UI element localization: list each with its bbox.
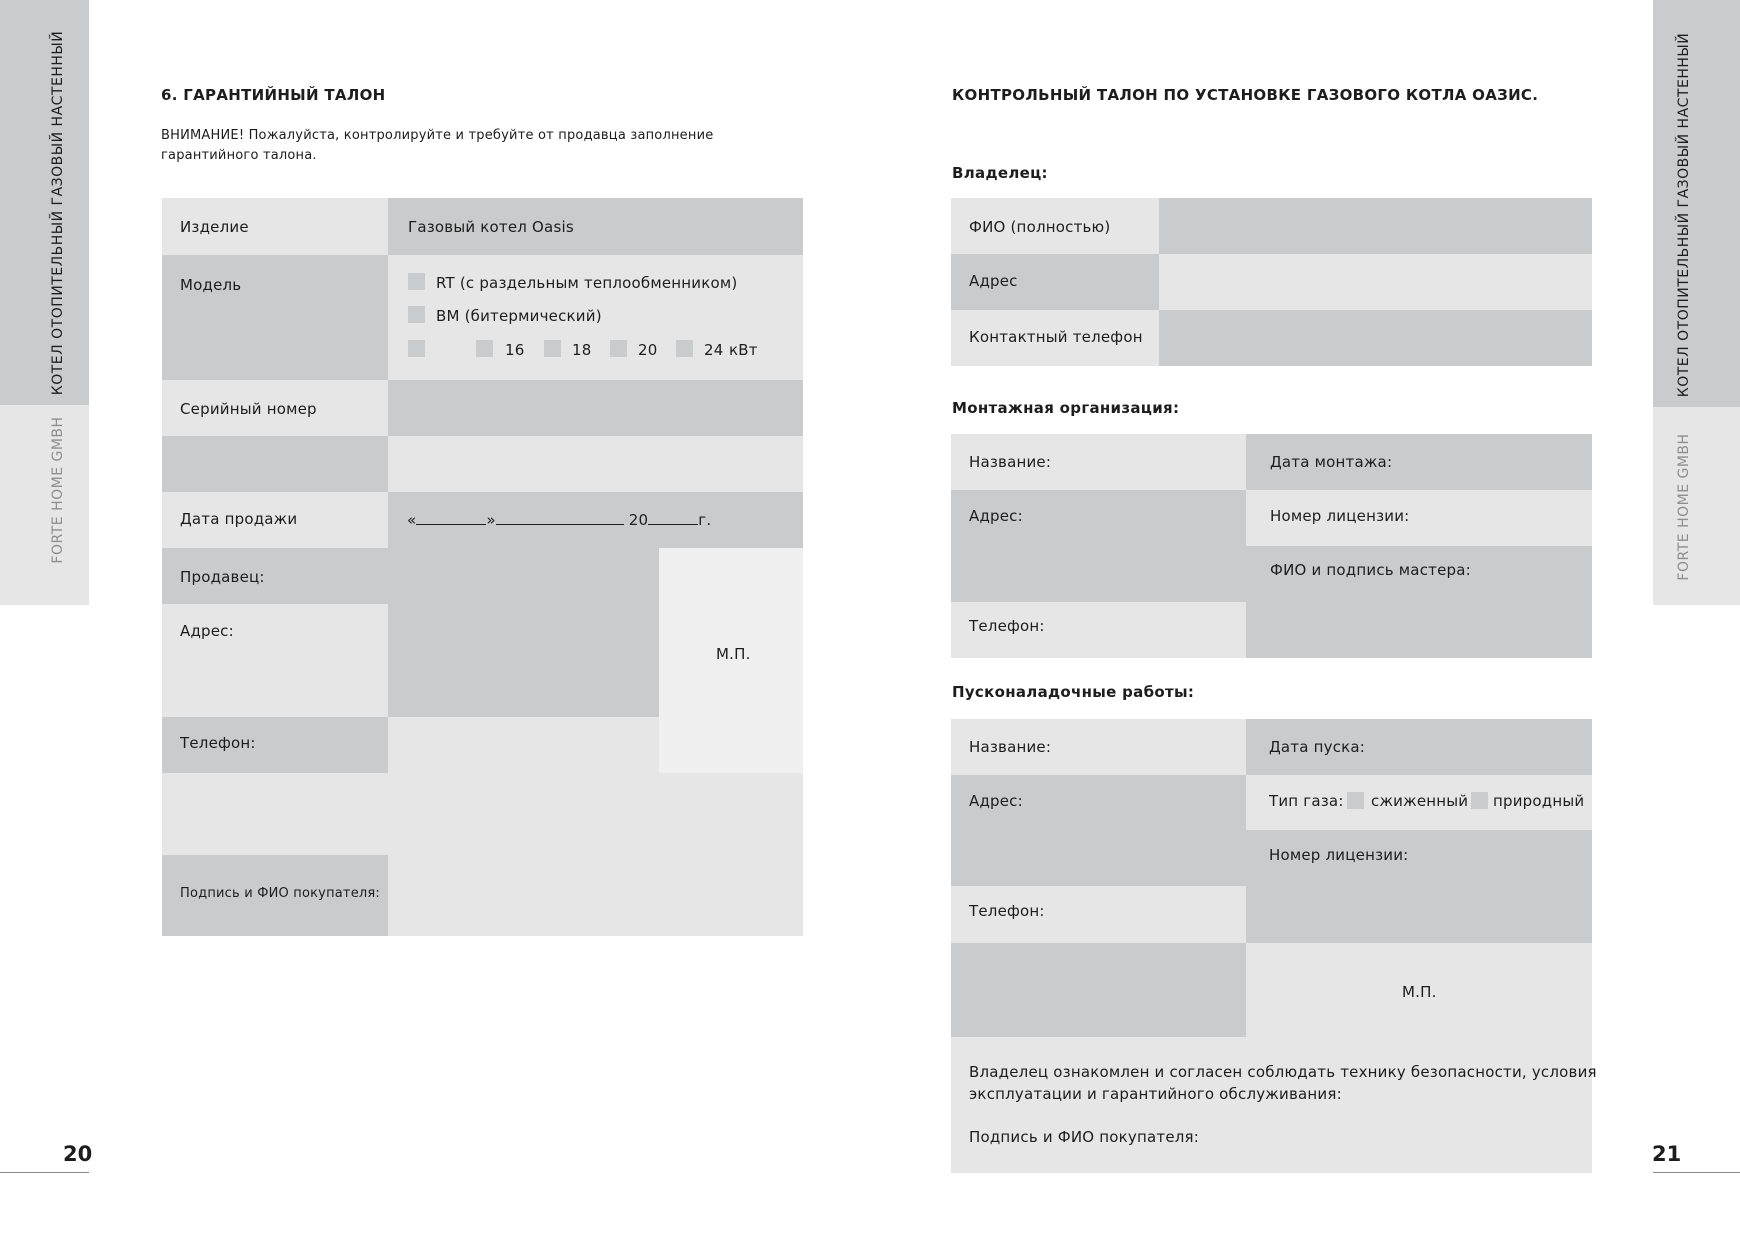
- power-20-label: 20: [638, 341, 658, 359]
- installer-date-label: Дата монтажа:: [1270, 453, 1393, 471]
- stamp-label: М.П.: [716, 645, 751, 663]
- commissioning-date-label: Дата пуска:: [1269, 738, 1366, 756]
- commissioning-address-label: Адрес:: [969, 792, 1023, 810]
- gas-liquefied-label: сжиженный: [1371, 792, 1469, 810]
- power-unit: кВт: [729, 341, 758, 359]
- left-sidebar-brand: FORTE HOME GMBH: [50, 416, 66, 564]
- model-rt-option: RT (с раздельным теплообменником): [436, 274, 738, 292]
- right-sidebar-title: КОТЕЛ ОТОПИТЕЛЬНЫЙ ГАЗОВЫЙ НАСТЕННЫЙ: [1676, 32, 1692, 398]
- installer-phone-label: Телефон:: [969, 617, 1045, 635]
- seller-label: Продавец:: [180, 568, 265, 586]
- left-page-rule: [0, 1172, 89, 1173]
- serial-value-cell[interactable]: [388, 380, 803, 436]
- gas-type-label: Тип газа:: [1269, 792, 1344, 810]
- signature-label: Подпись и ФИО покупателя:: [180, 886, 381, 901]
- serial-label: Серийный номер: [180, 400, 317, 418]
- power-18-checkbox[interactable]: [544, 340, 561, 357]
- signature-value-cell[interactable]: [388, 855, 803, 936]
- sale-date-label: Дата продажи: [180, 510, 298, 528]
- warranty-heading: 6. ГАРАНТИЙНЫЙ ТАЛОН: [161, 86, 386, 104]
- phone-value-cell[interactable]: [388, 717, 659, 773]
- owner-name-label: ФИО (полностью): [969, 218, 1111, 236]
- notice-line-2: гарантийного талона.: [161, 148, 317, 163]
- commissioning-section-title: Пусконаладочные работы:: [952, 683, 1195, 701]
- gas-liquefied-checkbox[interactable]: [1347, 792, 1364, 809]
- owner-address-label: Адрес: [969, 272, 1018, 290]
- right-page-rule: [1653, 1172, 1740, 1173]
- right-sidebar-title-band: [1653, 0, 1740, 407]
- installer-master-label: ФИО и подпись мастера:: [1270, 561, 1471, 579]
- power-16-label: 16: [505, 341, 525, 359]
- owner-section-title: Владелец:: [952, 164, 1048, 182]
- owner-address-value-cell[interactable]: [1159, 254, 1592, 310]
- owner-phone-label: Контактный телефон: [969, 328, 1143, 346]
- left-sidebar-title: КОТЕЛ ОТОПИТЕЛЬНЫЙ ГАЗОВЫЙ НАСТЕННЫЙ: [50, 30, 66, 396]
- installer-name-label: Название:: [969, 453, 1052, 471]
- power-24-checkbox[interactable]: [676, 340, 693, 357]
- owner-phone-value-cell[interactable]: [1159, 310, 1592, 366]
- power-24-label: 24: [704, 341, 724, 359]
- model-rt-checkbox[interactable]: [408, 273, 425, 290]
- right-signature-label: Подпись и ФИО покупателя:: [969, 1128, 1200, 1146]
- right-sidebar-brand-band: [1653, 407, 1740, 605]
- owner-name-value-cell[interactable]: [1159, 198, 1592, 254]
- blank-value-cell[interactable]: [388, 436, 803, 492]
- address-label-cell: [162, 604, 388, 717]
- installer-license-label: Номер лицензии:: [1270, 507, 1410, 525]
- seller-address-value-cell[interactable]: [388, 548, 659, 717]
- commissioning-phone-label: Телефон:: [969, 902, 1045, 920]
- model-bm-checkbox[interactable]: [408, 306, 425, 323]
- model-blank-checkbox[interactable]: [408, 340, 425, 357]
- right-page-number: 21: [1652, 1142, 1682, 1166]
- power-20-checkbox[interactable]: [610, 340, 627, 357]
- product-label: Изделие: [180, 218, 249, 236]
- right-sidebar-brand: FORTE HOME GMBH: [1676, 433, 1692, 581]
- model-label: Модель: [180, 276, 242, 294]
- gas-natural-checkbox[interactable]: [1471, 792, 1488, 809]
- installer-address-label: Адрес:: [969, 507, 1023, 525]
- model-bm-option: BM (битермический): [436, 307, 602, 325]
- left-sidebar-brand-band: [0, 405, 89, 605]
- blank-wide-cell: [162, 773, 803, 855]
- commissioning-blank-cell: [951, 943, 1246, 1037]
- agreement-line-1: Владелец ознакомлен и согласен соблюдать технику безопасности, условия: [969, 1063, 1597, 1081]
- gas-natural-label: природный: [1493, 792, 1585, 810]
- agreement-cell[interactable]: [951, 1037, 1592, 1173]
- install-heading: КОНТРОЛЬНЫЙ ТАЛОН ПО УСТАНОВКЕ ГАЗОВОГО КОТЛА ОАЗИС.: [952, 86, 1539, 104]
- power-18-label: 18: [572, 341, 592, 359]
- model-label-cell: [162, 255, 388, 380]
- blank-label-cell: [162, 436, 388, 492]
- commissioning-stamp-label: М.П.: [1402, 983, 1437, 1001]
- installer-section-title: Монтажная организация:: [952, 399, 1180, 417]
- notice-line-1: ВНИМАНИЕ! Пожалуйста, контролируйте и требуйте от продавца заполнение: [161, 128, 714, 143]
- commissioning-license-label: Номер лицензии:: [1269, 846, 1409, 864]
- phone-label: Телефон:: [180, 734, 256, 752]
- product-value: Газовый котел Oasis: [408, 218, 574, 236]
- left-sidebar-title-band: [0, 0, 89, 405]
- address-label: Адрес:: [180, 622, 234, 640]
- left-page-number: 20: [63, 1142, 93, 1166]
- agreement-line-2: эксплуатации и гарантийного обслуживания:: [969, 1085, 1342, 1103]
- power-16-checkbox[interactable]: [476, 340, 493, 357]
- commissioning-name-label: Название:: [969, 738, 1052, 756]
- sale-date-line: « » 20 г.: [407, 511, 712, 529]
